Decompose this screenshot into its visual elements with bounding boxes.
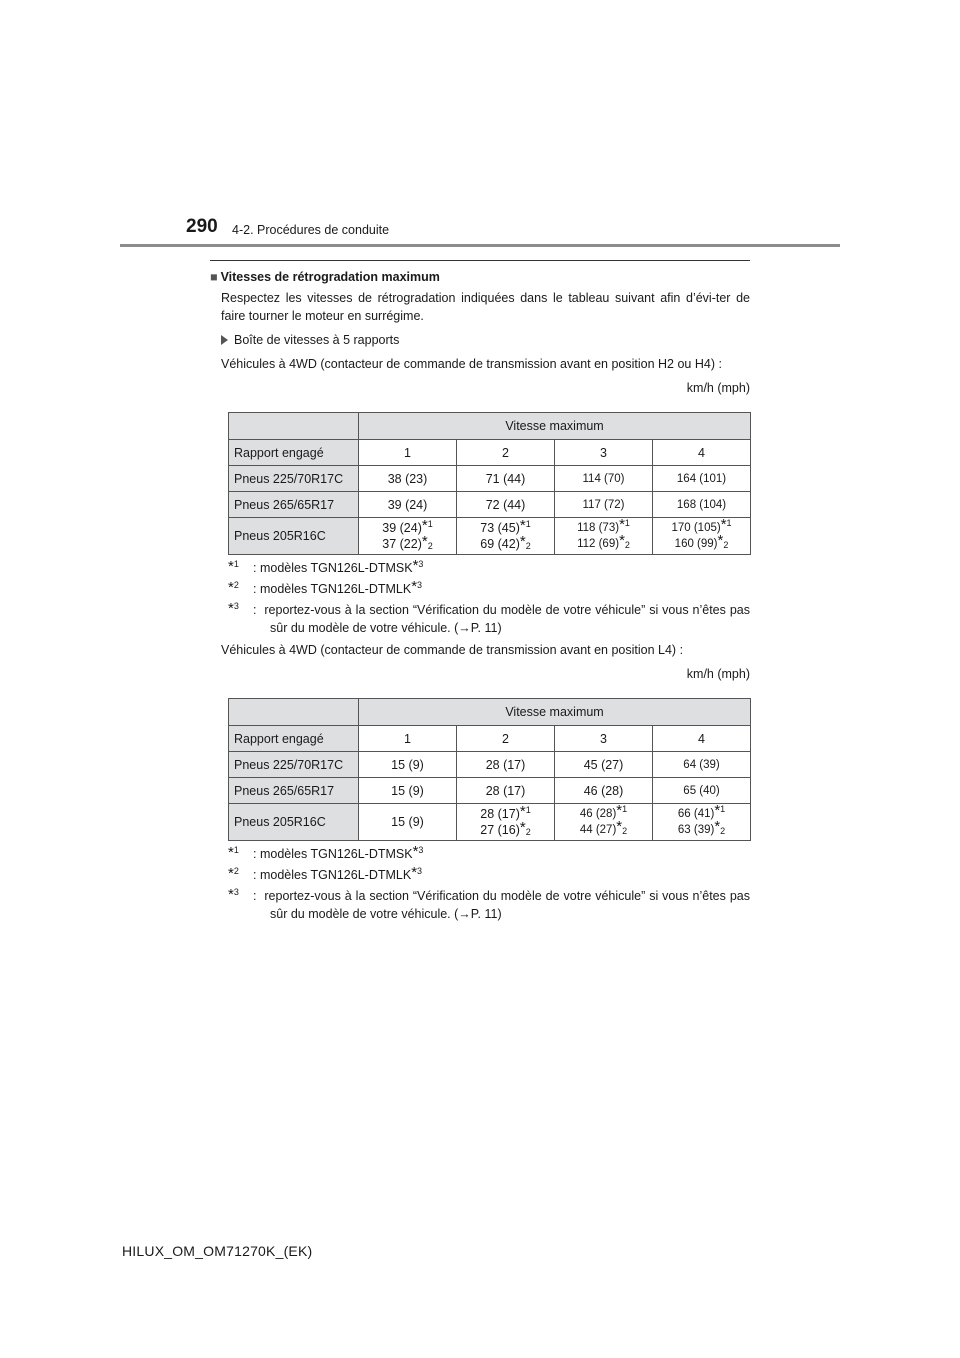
table-cell: 15 (9) [359,778,457,804]
value-b: 37 (22) [382,537,422,551]
gear-cell: 1 [359,440,457,466]
value-a: 118 (73) [577,522,620,534]
table-cell [555,804,653,841]
footnote-marker [228,601,239,619]
value-a: 170 (105) [671,522,721,534]
speed-table-h2-h4 [228,412,751,555]
footnote-num: 1 [726,518,732,528]
value-b: 27 (16) [480,823,520,837]
footnote-num: 1 [233,845,239,855]
footnote-2 [228,580,750,598]
footnote-star: * [228,865,234,882]
footnote-star: * [519,517,526,534]
row-header: Rapport engagé [229,440,359,466]
table-row [229,440,751,466]
footnote-star: * [519,533,526,550]
gear-cell: 4 [653,726,751,752]
footnote-3 [228,887,750,923]
header-rule [120,244,840,247]
section-rule [210,260,750,261]
gearbox-item [221,331,750,349]
row-header: Pneus 225/70R17C [229,466,359,492]
table-cell [359,518,457,555]
footnote-num: 1 [624,518,630,528]
gearbox-label: Boîte de vitesses à 5 rapports [234,333,400,347]
table-row [229,804,751,841]
footnote-star: * [412,843,419,860]
footnote-text: modèles TGN126L-DTMSK [259,847,413,861]
table-row [229,492,751,518]
table-header-row [229,413,751,440]
table-corner-cell [229,699,359,726]
unit-label: km/h (mph) [686,381,750,395]
footnote-num: 1 [622,804,628,814]
footnote-text: reportez-vous à la section “Vérification du modèle de votre véhicule” si vous n’êtes pas sûr du modèle de votre véhicule. (→P. 11) [264,889,750,921]
condition-h2-h4: Véhicules à 4WD (contacteur de commande de transmission avant en position H2 ou H4) : [221,357,722,371]
footnote-star: * [714,802,721,819]
value-a: 46 (28) [579,808,617,820]
table-cell [653,518,751,555]
footnote-star: * [228,558,234,575]
value-b: 44 (27) [579,824,617,836]
section-heading [210,268,750,286]
footnote-num: 3 [233,887,239,897]
gear-cell: 3 [555,440,653,466]
footnote-num: 3 [233,601,239,611]
table-cell [457,804,555,841]
value-a: 28 (17) [480,807,520,821]
footnote-colon: : [253,603,257,617]
footnote-marker [228,580,239,598]
page-number: 290 [186,216,218,237]
table-cell: 46 (28) [555,778,653,804]
footnote-num: 3 [418,559,424,569]
footnote-star: * [717,532,724,549]
footnote-num: 2 [233,866,239,876]
table-corner-cell [229,413,359,440]
group-header: Vitesse maximum [359,699,751,726]
table-cell: 39 (24) [359,492,457,518]
footnote-num: 2 [723,540,729,550]
footnote-star: * [720,516,727,533]
gear-cell: 2 [457,440,555,466]
footnote-star: * [519,819,526,836]
footnote-star: * [519,803,526,820]
table-cell: 64 (39) [653,752,751,778]
row-header: Pneus 265/65R17 [229,778,359,804]
value-a: 73 (45) [480,521,520,535]
footnote-star: * [421,533,428,550]
unit-label: km/h (mph) [686,667,750,681]
table-cell [555,518,653,555]
footnote-1 [228,559,750,577]
row-header: Pneus 205R16C [229,804,359,841]
table-row [229,752,751,778]
triangle-bullet-icon [221,335,228,345]
value-b: 63 (39) [677,824,715,836]
footnote-num: 3 [418,845,424,855]
footnote-num: 2 [720,826,726,836]
footnote-colon: : [253,868,257,882]
footnote-marker [228,866,239,884]
footnote-marker [228,559,239,577]
table-row [229,778,751,804]
footnote-1 [228,845,750,863]
table-cell: 72 (44) [457,492,555,518]
table-cell: 45 (27) [555,752,653,778]
footnote-star: * [228,844,234,861]
group-header: Vitesse maximum [359,413,751,440]
table-cell: 28 (17) [457,778,555,804]
footnote-text: modèles TGN126L-DTMSK [259,561,413,575]
table-cell: 15 (9) [359,752,457,778]
footnote-colon: : [253,582,257,596]
footnote-text: modèles TGN126L-DTMLK [259,868,412,882]
footnote-star: * [714,818,721,835]
table-cell: 28 (17) [457,752,555,778]
footnote-num: 2 [427,541,433,551]
speed-table-l4 [228,698,751,841]
footnotes [228,559,750,637]
section-heading-text: Vitesses de rétrogradation maximum [220,270,440,284]
condition-l4: Véhicules à 4WD (contacteur de commande de transmission avant en position L4) : [221,643,684,657]
footnote-star: * [411,578,418,595]
footnote-star: * [619,516,625,533]
footnote-num: 2 [622,826,628,836]
table-header-row [229,699,751,726]
footnote-star: * [421,517,428,534]
footnote-num: 3 [417,580,423,590]
table-cell: 38 (23) [359,466,457,492]
footnote-num: 2 [233,580,239,590]
table-row [229,726,751,752]
footnote-marker [228,845,239,863]
footnote-star: * [619,532,625,549]
footnote-star: * [616,802,623,819]
footnote-num: 2 [525,827,531,837]
gear-cell: 3 [555,726,653,752]
table-cell [457,518,555,555]
footnote-marker [228,887,239,905]
square-bullet-icon: ■ [210,270,218,284]
value-b: 69 (42) [480,537,520,551]
row-header: Rapport engagé [229,726,359,752]
footnote-num: 1 [427,519,433,529]
value-a: 66 (41) [677,808,715,820]
gear-cell: 2 [457,726,555,752]
table-cell: 65 (40) [653,778,751,804]
intro-paragraph: Respectez les vitesses de rétrogradation indiquées dans le tableau suivant afin d’évi-ter de faire tourner le moteur en surrégime. [221,291,750,323]
footnote-star: * [228,579,234,596]
footnote-colon: : [253,561,257,575]
footnote-text: reportez-vous à la section “Vérification du modèle de votre véhicule” si vous n’êtes pas sûr du modèle de votre véhicule. (→P. 11) [264,603,750,635]
footnote-num: 1 [233,559,239,569]
footnote-star: * [616,818,623,835]
document-code: HILUX_OM_OM71270K_(EK) [122,1243,313,1259]
value-a: 39 (24) [382,521,422,535]
footnotes [228,845,750,923]
footnote-star: * [412,557,419,574]
footnote-3 [228,601,750,637]
footnote-text: modèles TGN126L-DTMLK [259,582,412,596]
footnote-num: 1 [525,519,531,529]
footnote-num: 2 [525,541,531,551]
footnote-star: * [411,864,418,881]
table-cell: 168 (104) [653,492,751,518]
table-cell [653,804,751,841]
value-b: 160 (99) [674,538,718,550]
content [210,268,750,927]
table-cell: 71 (44) [457,466,555,492]
footnote-num: 1 [720,804,726,814]
footnote-star: * [228,600,234,617]
gear-cell: 4 [653,440,751,466]
footnote-num: 1 [525,805,531,815]
table-cell: 15 (9) [359,804,457,841]
table-cell: 164 (101) [653,466,751,492]
row-header: Pneus 265/65R17 [229,492,359,518]
row-header: Pneus 205R16C [229,518,359,555]
table-cell: 114 (70) [555,466,653,492]
value-b: 112 (69) [577,538,620,550]
gear-cell: 1 [359,726,457,752]
footnote-colon: : [253,847,257,861]
table-cell: 117 (72) [555,492,653,518]
row-header: Pneus 225/70R17C [229,752,359,778]
table-row [229,466,751,492]
footnote-star: * [228,886,234,903]
footnote-num: 2 [624,540,630,550]
footnote-colon: : [253,889,257,903]
footnote-num: 3 [417,866,423,876]
footnote-2 [228,866,750,884]
table-row [229,518,751,555]
chapter-title: 4-2. Procédures de conduite [232,223,390,237]
